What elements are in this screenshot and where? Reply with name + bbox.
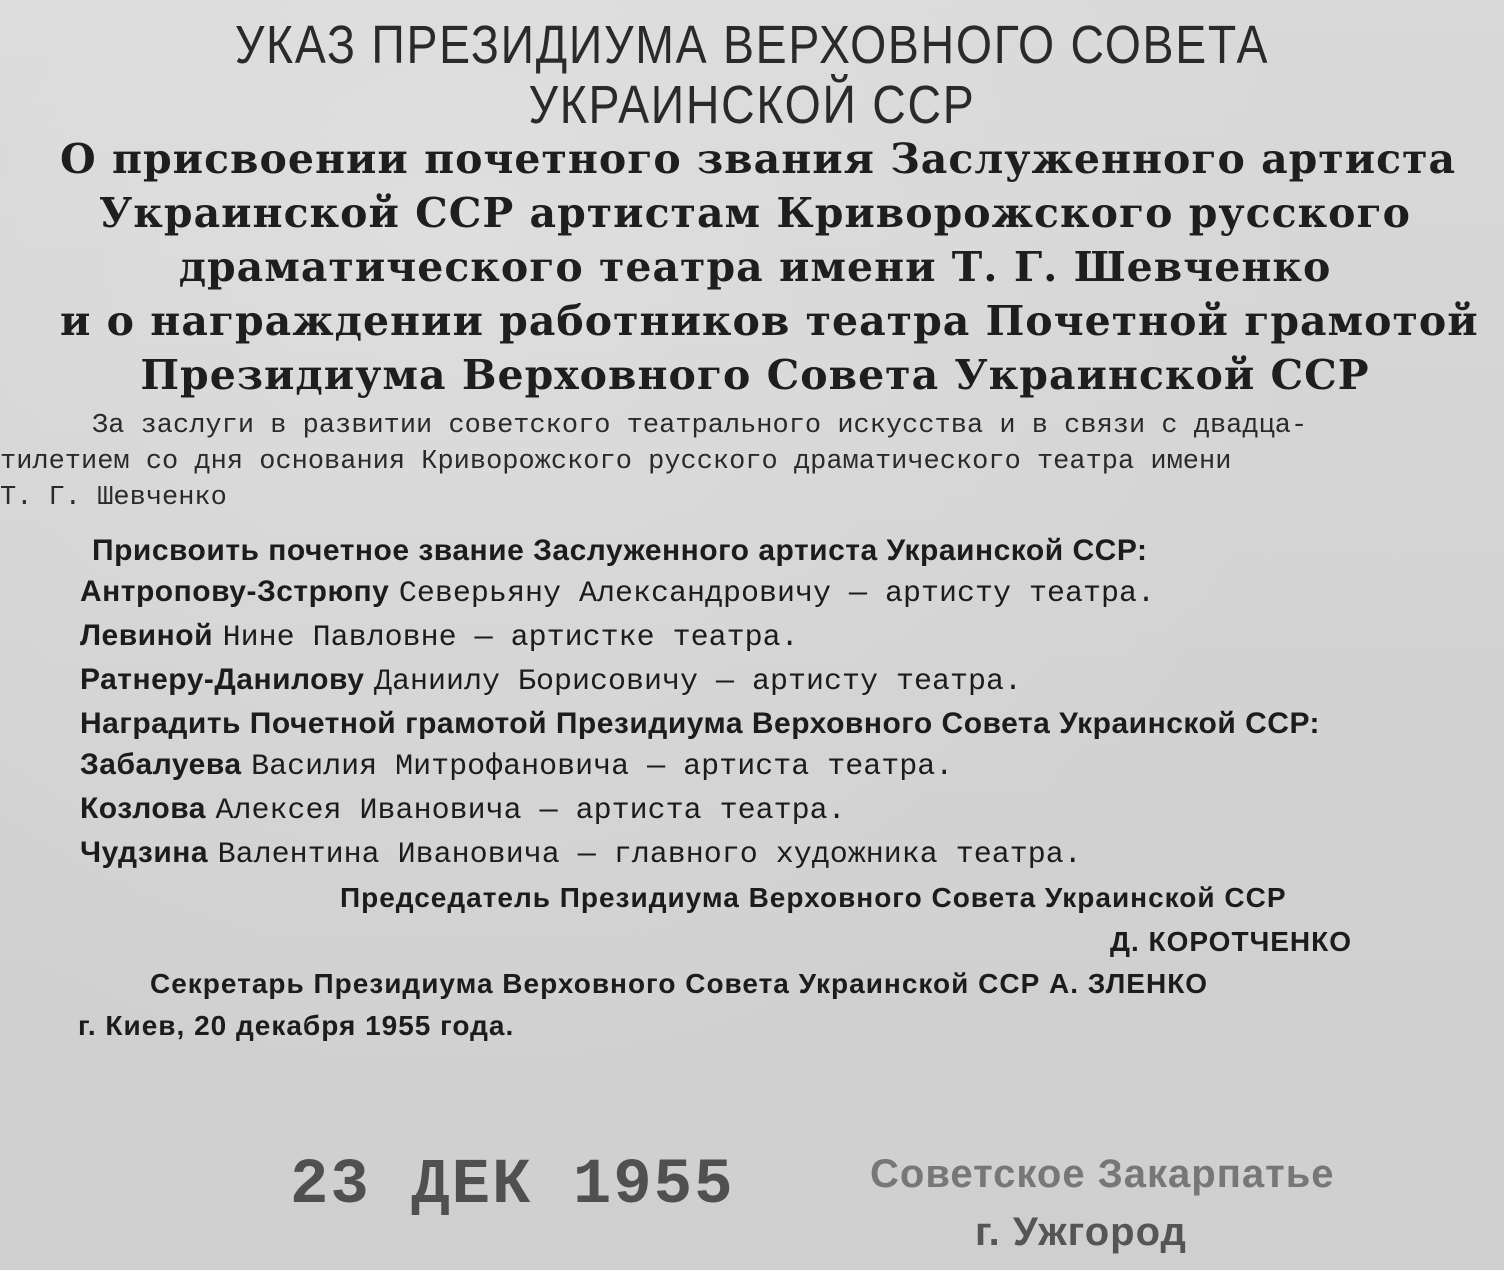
section-heading-title-award: Присвоить почетное звание Заслуженного артиста Украинской ССР:: [92, 534, 1148, 567]
decree-subtitle: [60, 132, 1479, 402]
preamble-line: За заслуги в развитии советского театрального искусства и в связи с двадца-: [92, 411, 1308, 441]
person-surname: Козлова: [80, 792, 206, 825]
place-and-date: г. Киев, 20 декабря 1955 года.: [78, 1010, 515, 1041]
section-heading-certificate-award: Наградить Почетной грамотой Президиума Верховного Совета Украинской ССР:: [80, 707, 1321, 740]
subtitle-line: О присвоении почетного звания Заслуженного артиста: [60, 135, 1457, 183]
person-details: Северьяну Александровичу — артисту театра.: [398, 577, 1156, 611]
subtitle-line: и о награждении работников театра Почетной грамотой: [60, 297, 1479, 345]
person-details: Валентина Ивановича — главного художника театра.: [217, 838, 1082, 872]
preamble-line: тилетием со дня основания Криворожского русского драматического театра имени: [0, 447, 1232, 477]
list-item: [80, 659, 1480, 703]
newspaper-stamp: Советское Закарпатье: [870, 1152, 1335, 1196]
chairman-name: Д. КОРОТЧЕНКО: [1110, 926, 1353, 957]
decree-body: [80, 530, 1480, 876]
person-details: Нине Павловне — артистке театра.: [222, 621, 799, 655]
person-surname: Забалуева: [80, 748, 242, 781]
secretary-signature: Секретарь Президиума Верховного Совета Украинской ССР А. ЗЛЕНКО: [150, 968, 1209, 999]
list-item: [80, 744, 1480, 788]
person-surname: Антропову-Зстрюпу: [80, 575, 390, 608]
chairman-title: Председатель Президиума Верховного Совета Украинской ССР: [340, 882, 1287, 913]
list-item: [80, 832, 1480, 876]
list-item: [80, 615, 1480, 659]
person-details: Василия Митрофановича — артиста театра.: [251, 750, 954, 784]
decree-title-line2: УКРАИНСКОЙ ССР: [528, 75, 976, 135]
decree-title-line1: УКАЗ ПРЕЗИДИУМА ВЕРХОВНОГО СОВЕТА: [234, 15, 1270, 75]
preamble: [0, 408, 1500, 516]
preamble-line: Т. Г. Шевченко: [0, 483, 227, 513]
person-details: Даниилу Борисовичу — артисту театра.: [373, 665, 1023, 699]
person-surname: Левиной: [80, 619, 214, 652]
person-surname: Ратнеру-Данилову: [80, 663, 365, 696]
subtitle-line: Президиума Верховного Совета Украинской ССР: [140, 351, 1370, 399]
list-item: [80, 788, 1480, 832]
date-stamp: 23 ДЕК 1955: [290, 1150, 735, 1222]
list-item: [80, 571, 1480, 615]
person-surname: Чудзина: [80, 836, 209, 869]
person-details: Алексея Ивановича — артиста театра.: [215, 794, 846, 828]
subtitle-line: Украинской ССР артистам Криворожского русского: [99, 189, 1411, 237]
city-stamp: г. Ужгород: [975, 1210, 1187, 1254]
subtitle-line: драматического театра имени Т. Г. Шевченко: [178, 243, 1332, 291]
